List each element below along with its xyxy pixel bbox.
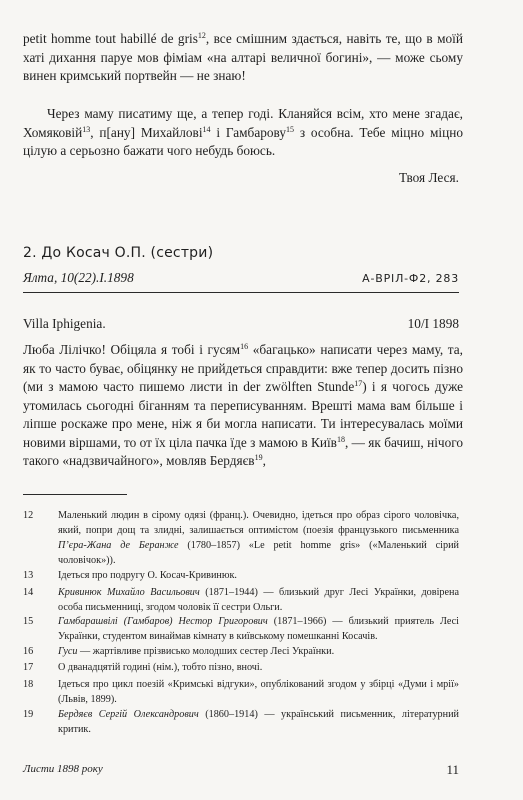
footnote-name: Бердяєв Сергій Олександрович <box>58 709 199 720</box>
running-footer: Листи 1898 року <box>23 763 103 775</box>
footnote-13 <box>23 568 459 583</box>
footnote-number: 13 <box>23 570 34 581</box>
text: «багацько» написати через маму, та, як то часто буває, обіцянку не прийдеться справдити: вже тепер досить пізно (ми з мамою часто пишемо листи in der zwölften Stunde <box>23 342 464 394</box>
footnote-text: Ідеться про цикл поезій «Кримські відгуки», опублікований згодом у збірці «Думи і мрії» (Львів, 1899). <box>58 679 459 705</box>
footnote-ref: 16 <box>240 342 249 351</box>
text: , п[ану] Михайлові <box>90 124 203 140</box>
text: Через маму писатиму ще, а тепер годі. Кланяйся всім, хто мене згадає, Хомяковій <box>23 106 463 140</box>
footnote-text: (1860–1914) — український письменник, літературний критик. <box>58 709 459 735</box>
footnote-15 <box>23 614 459 644</box>
footnote-number: 12 <box>23 510 34 521</box>
heading-rule <box>23 292 459 293</box>
signature: Твоя Леся. <box>399 170 459 185</box>
footnote-text: (1871–1966) — близький приятель Лесі Українки, студентом винаймав кімнату в київському помешканні Косачів. <box>58 616 459 642</box>
letter-heading: 2. До Косач О.П. (сестри) <box>23 245 214 261</box>
letter-address: Villa Iphigenia. <box>23 316 106 331</box>
text: Люба Лілічко! Обіцяла я тобі і гусям <box>23 342 241 357</box>
footnote-16 <box>23 644 459 659</box>
footnote-ref: 14 <box>202 124 211 134</box>
footnote-number: 17 <box>23 662 34 673</box>
footnote-text: Маленький людин в сірому одязі (франц.). Очевидно, ідеться про образ сірого чоловічка, який, попри дощ та злидні, залишається оптимістом (поезія французького письменника <box>58 510 459 536</box>
text: з особна. Тебе міцно міцно цілую а серьозно бажати чого небудь боюсь. <box>23 124 464 158</box>
footnote-14 <box>23 585 459 615</box>
footnote-ref: 17 <box>354 379 363 388</box>
text: , — як бачиш, нічого такого «надзвичайного», мовляв Бердяєв <box>23 434 463 468</box>
footnote-number: 14 <box>23 587 34 598</box>
footnote-name: Гамбарашвілі (Гамбаров) Нестор Григорович <box>58 616 268 627</box>
page-number: 11 <box>446 762 459 777</box>
letter-place-date: Ялта, 10(22).І.1898 <box>23 270 134 285</box>
footnote-text: (1780–1857) «Le petit homme gris» («Маленький сірий чоловічок»)). <box>58 540 459 566</box>
text: , <box>262 453 266 468</box>
paragraph-2 <box>23 105 463 161</box>
footnote-number: 18 <box>23 679 34 690</box>
archive-reference: А-ВРІЛ-Ф2, 283 <box>362 272 459 285</box>
footnote-name: Кривинюк Михайло Васильович <box>58 587 200 598</box>
footnote-19 <box>23 707 459 737</box>
footnote-rule <box>23 494 127 495</box>
footnote-ref: 12 <box>197 31 206 40</box>
footnote-ref: 18 <box>336 434 345 444</box>
footnote-18 <box>23 677 459 707</box>
footnote-12 <box>23 508 459 568</box>
footnote-ref: 13 <box>82 124 91 134</box>
footnote-text: (1871–1944) — близький друг Лесі Українки, довірена особа письменниці, згодом чоловік її сестри Ольги. <box>58 587 459 613</box>
footnote-number: 19 <box>23 709 34 720</box>
text: petit homme tout habillé de gris <box>23 31 198 46</box>
footnote-text: Ідеться про подругу О. Косач-Кривинюк. <box>58 570 237 581</box>
footnote-ref: 19 <box>254 453 263 462</box>
letter-date: 10/I 1898 <box>407 316 459 331</box>
footnote-number: 15 <box>23 616 34 627</box>
paragraph-1 <box>23 30 463 86</box>
footnote-text: О дванадцятій годині (нім.), тобто пізно, вночі. <box>58 662 263 673</box>
footnote-name: Гуси <box>58 646 78 657</box>
footnote-17 <box>23 660 459 675</box>
footnote-ref: 15 <box>286 124 294 134</box>
footnote-name: П’єра-Жана де Беранже <box>58 540 179 551</box>
footnote-text: — жартівливе прізвисько молодших сестер Лесі Українки. <box>77 646 335 657</box>
text: ) і я чогось дуже утомилась сьогодні біганням та переписуванням. Врешті мама вам більше і ліпше роскаже про мене, ніж я би могла написати. Ти інтересувалась моїми новими віршами, то от їх ціла пачка їде з мамою в Київ <box>23 379 463 450</box>
letter-paragraph <box>23 341 463 471</box>
footnote-number: 16 <box>23 646 34 657</box>
text: і Гамбарову <box>210 124 286 140</box>
text: , все смішним здається, навіть те, що в моїй хаті дихання паруе мов фіміам «на алтарі величної богині», — може сьому винен кримський портвейн — не знаю! <box>23 31 463 83</box>
